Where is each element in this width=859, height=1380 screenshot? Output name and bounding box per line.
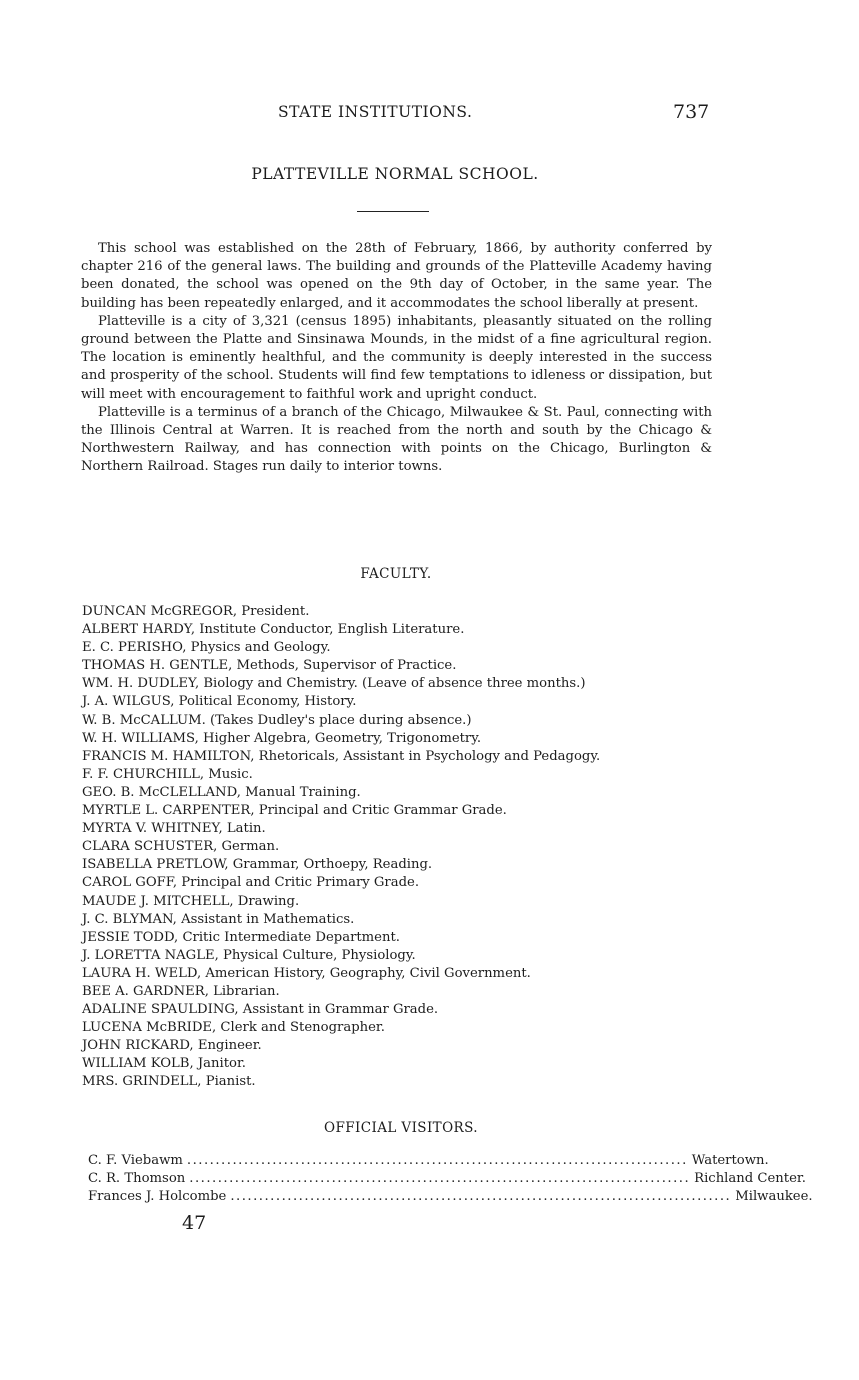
faculty-entry: GEO. B. McCLELLAND, Manual Training. — [82, 784, 361, 800]
running-head — [0, 103, 859, 127]
faculty-entry: MYRTLE L. CARPENTER, Principal and Critic Grammar Grade. — [82, 803, 507, 819]
visitor-place: Milwaukee. — [735, 1189, 813, 1204]
dot-leader: ........................................................................................ — [189, 1171, 691, 1186]
faculty-entry: ALBERT HARDY, Institute Conductor, English Literature. — [82, 622, 465, 638]
faculty-entry: CLARA SCHUSTER, German. — [82, 839, 280, 855]
faculty-entry: BEE A. GARDNER, Librarian. — [82, 983, 280, 999]
signature-mark: 47 — [182, 1212, 207, 1234]
visitor-name: Frances J. Holcombe — [88, 1189, 227, 1204]
faculty-entry: J. A. WILGUS, Political Economy, History. — [82, 694, 357, 710]
faculty-entry: J. LORETTA NAGLE, Physical Culture, Physiology. — [82, 947, 416, 963]
faculty-entry: LAURA H. WELD, American History, Geography, Civil Government. — [82, 965, 531, 981]
faculty-entry: FRANCIS M. HAMILTON, Rhetoricals, Assistant in Psychology and Pedagogy. — [82, 748, 601, 764]
faculty-entry: ADALINE SPAULDING, Assistant in Grammar Grade. — [82, 1002, 439, 1018]
running-title: STATE INSTITUTIONS. — [278, 103, 473, 121]
intro-paragraph: Platteville is a terminus of a branch of the Chicago, Milwaukee & St. Paul, connecting with the Illinois Central at Warren. It is reached from the north and south by the Chicago & Northwestern Railway, and has connection with points on the Chicago, Burlington & Northern Railroad. Stages run daily to interior towns. — [81, 404, 712, 475]
faculty-list — [82, 603, 722, 1092]
visitor-row — [88, 1152, 769, 1170]
intro-paragraph: This school was established on the 28th of February, 1866, by authority conferred by chapter 216 of the general laws. The building and grounds of the Platteville Academy having been donated, the school was opened on the 9th day of October, in the same year. The building has been repeatedly enlarged, and it accommodates the school liberally at present. — [81, 241, 712, 311]
faculty-entry: JESSIE TODD, Critic Intermediate Department. — [82, 929, 400, 945]
school-title: PLATTEVILLE NORMAL SCHOOL. — [251, 165, 539, 183]
faculty-entry: WM. H. DUDLEY, Biology and Chemistry. (Leave of absence three months.) — [82, 676, 586, 692]
dot-leader: ........................................................................................ — [186, 1153, 688, 1168]
faculty-entry: W. H. WILLIAMS, Higher Algebra, Geometry, Trigonometry. — [82, 730, 482, 746]
faculty-heading: FACULTY. — [360, 566, 432, 582]
faculty-entry: MYRTA V. WHITNEY, Latin. — [82, 821, 266, 837]
faculty-entry: MRS. GRINDELL, Pianist. — [82, 1074, 256, 1090]
intro-paragraph: Platteville is a city of 3,321 (census 1895) inhabitants, pleasantly situated on the rolling ground between the Platte and Sinsinawa Mounds, in the midst of a fine agricultural region. The location is eminently healthful, and the community is deeply interested in the success and prosperity of the school. Students will find few temptations to idleness or dissipation, but will meet with encouragement to faithful work and upright conduct. — [81, 313, 712, 402]
faculty-entry: J. C. BLYMAN, Assistant in Mathematics. — [82, 911, 355, 927]
visitor-place: Richland Center. — [694, 1171, 806, 1186]
visitor-name: C. R. Thomson — [88, 1171, 186, 1186]
title-rule — [357, 211, 429, 212]
official-visitors-list — [88, 1152, 813, 1206]
intro-text — [81, 240, 712, 477]
visitor-name: C. F. Viebawm — [88, 1153, 183, 1168]
faculty-entry: JOHN RICKARD, Engineer. — [82, 1038, 262, 1054]
visitor-row — [88, 1170, 806, 1188]
official-visitors-heading: OFFICIAL VISITORS. — [324, 1120, 478, 1136]
faculty-entry: CAROL GOFF, Principal and Critic Primary Grade. — [82, 875, 420, 891]
faculty-entry: DUNCAN McGREGOR, President. — [82, 604, 310, 619]
faculty-entry: E. C. PERISHO, Physics and Geology. — [82, 640, 331, 656]
faculty-entry: THOMAS H. GENTLE, Methods, Supervisor of Practice. — [82, 658, 457, 674]
faculty-entry: WILLIAM KOLB, Janitor. — [82, 1056, 246, 1072]
faculty-entry: ISABELLA PRETLOW, Grammar, Orthoepy, Reading. — [82, 857, 433, 873]
visitor-row — [88, 1188, 813, 1206]
faculty-entry: W. B. McCALLUM. (Takes Dudley's place during absence.) — [82, 712, 472, 728]
faculty-entry: LUCENA McBRIDE, Clerk and Stenographer. — [82, 1020, 385, 1036]
visitor-place: Watertown. — [691, 1153, 769, 1168]
page-number: 737 — [673, 101, 710, 123]
faculty-entry: MAUDE J. MITCHELL, Drawing. — [82, 893, 300, 909]
dot-leader: ........................................................................................ — [230, 1189, 732, 1204]
faculty-entry: F. F. CHURCHILL, Music. — [82, 766, 253, 782]
